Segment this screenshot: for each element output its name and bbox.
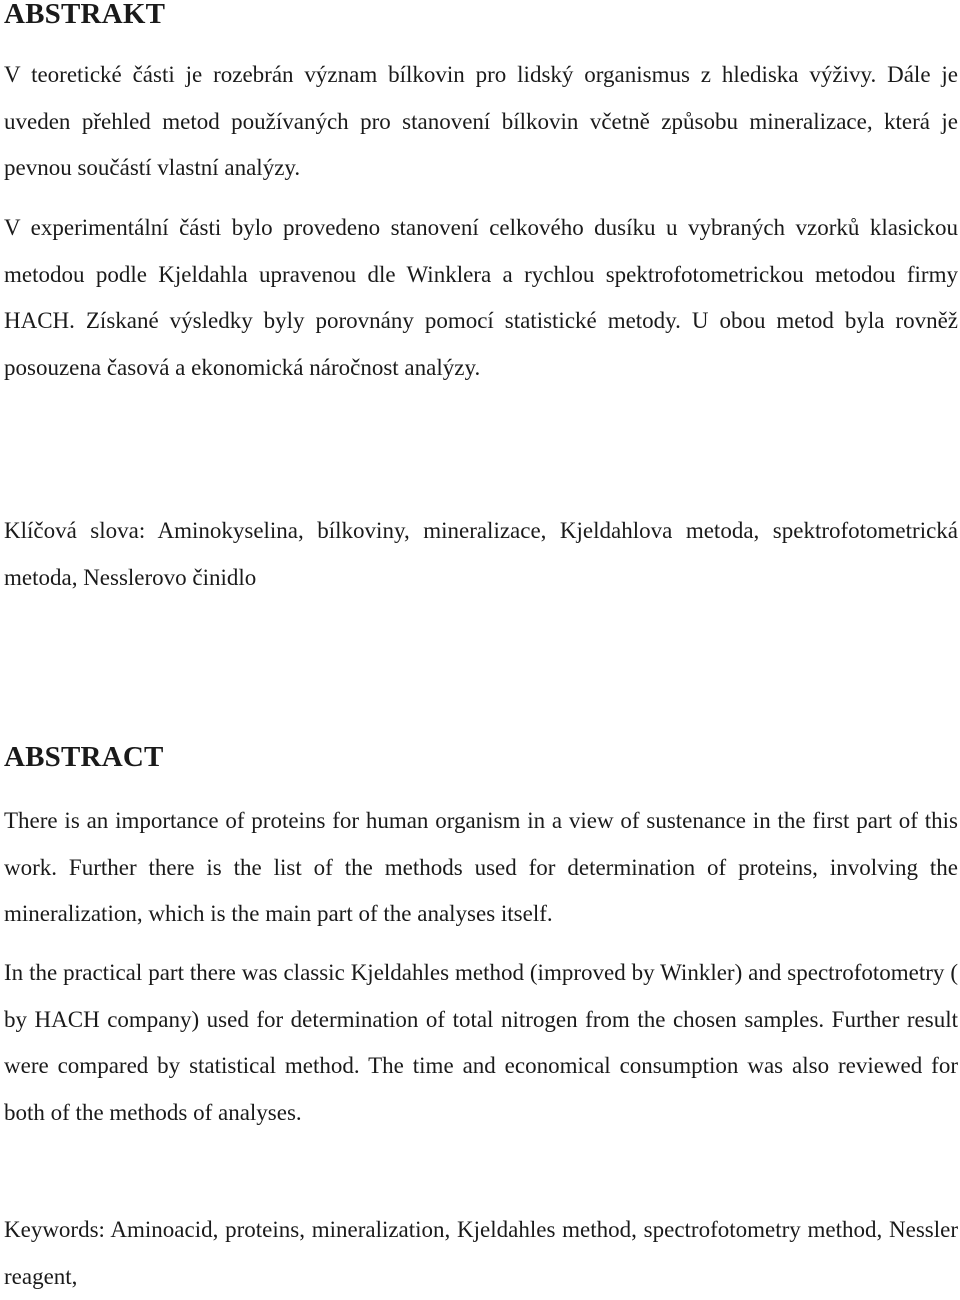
abstrakt-theory-paragraph: V teoretické části je rozebrán význam bílkovin pro lidský organismus z hlediska výživy. Dále je uveden přehled metod používaných pro stanovení bílkovin včetně způsobu mineralizace, která je pevnou součástí vlastní analýzy.: [4, 62, 958, 180]
abstract-theory-paragraph: There is an importance of proteins for human organism in a view of sustenance in the first part of this work. Further there is the list of the methods used for determination of proteins, involving the mineralization, which is the main part of the analyses itself.: [4, 808, 958, 926]
abstrakt-keywords: Klíčová slova: Aminokyselina, bílkoviny, mineralizace, Kjeldahlova metoda, spektrofotometrická metoda, Nesslerovo činidlo: [4, 518, 958, 590]
abstract-heading: ABSTRACT: [4, 741, 164, 773]
abstract-keywords: Keywords: Aminoacid, proteins, mineralization, Kjeldahles method, spectrofotometry method, Nessler reagent,: [4, 1217, 958, 1289]
abstract-practical-paragraph: In the practical part there was classic Kjeldahles method (improved by Winkler) and spectrofotometry ( by HACH company) used for determination of total nitrogen from the chosen samples. Further result were compared by statistical method. The time and economical consumption was also reviewed for both of the methods of analyses.: [4, 960, 958, 1125]
abstrakt-experimental-paragraph: V experimentální části bylo provedeno stanovení celkového dusíku u vybraných vzorků klasickou metodou podle Kjeldahla upravenou dle Winklera a rychlou spektrofotometrickou metodou firmy HACH. Získané výsledky byly porovnány pomocí statistické metody. U obou metod byla rovněž posouzena časová a ekonomická náročnost analýzy.: [4, 215, 958, 380]
abstrakt-heading: ABSTRAKT: [4, 0, 166, 30]
